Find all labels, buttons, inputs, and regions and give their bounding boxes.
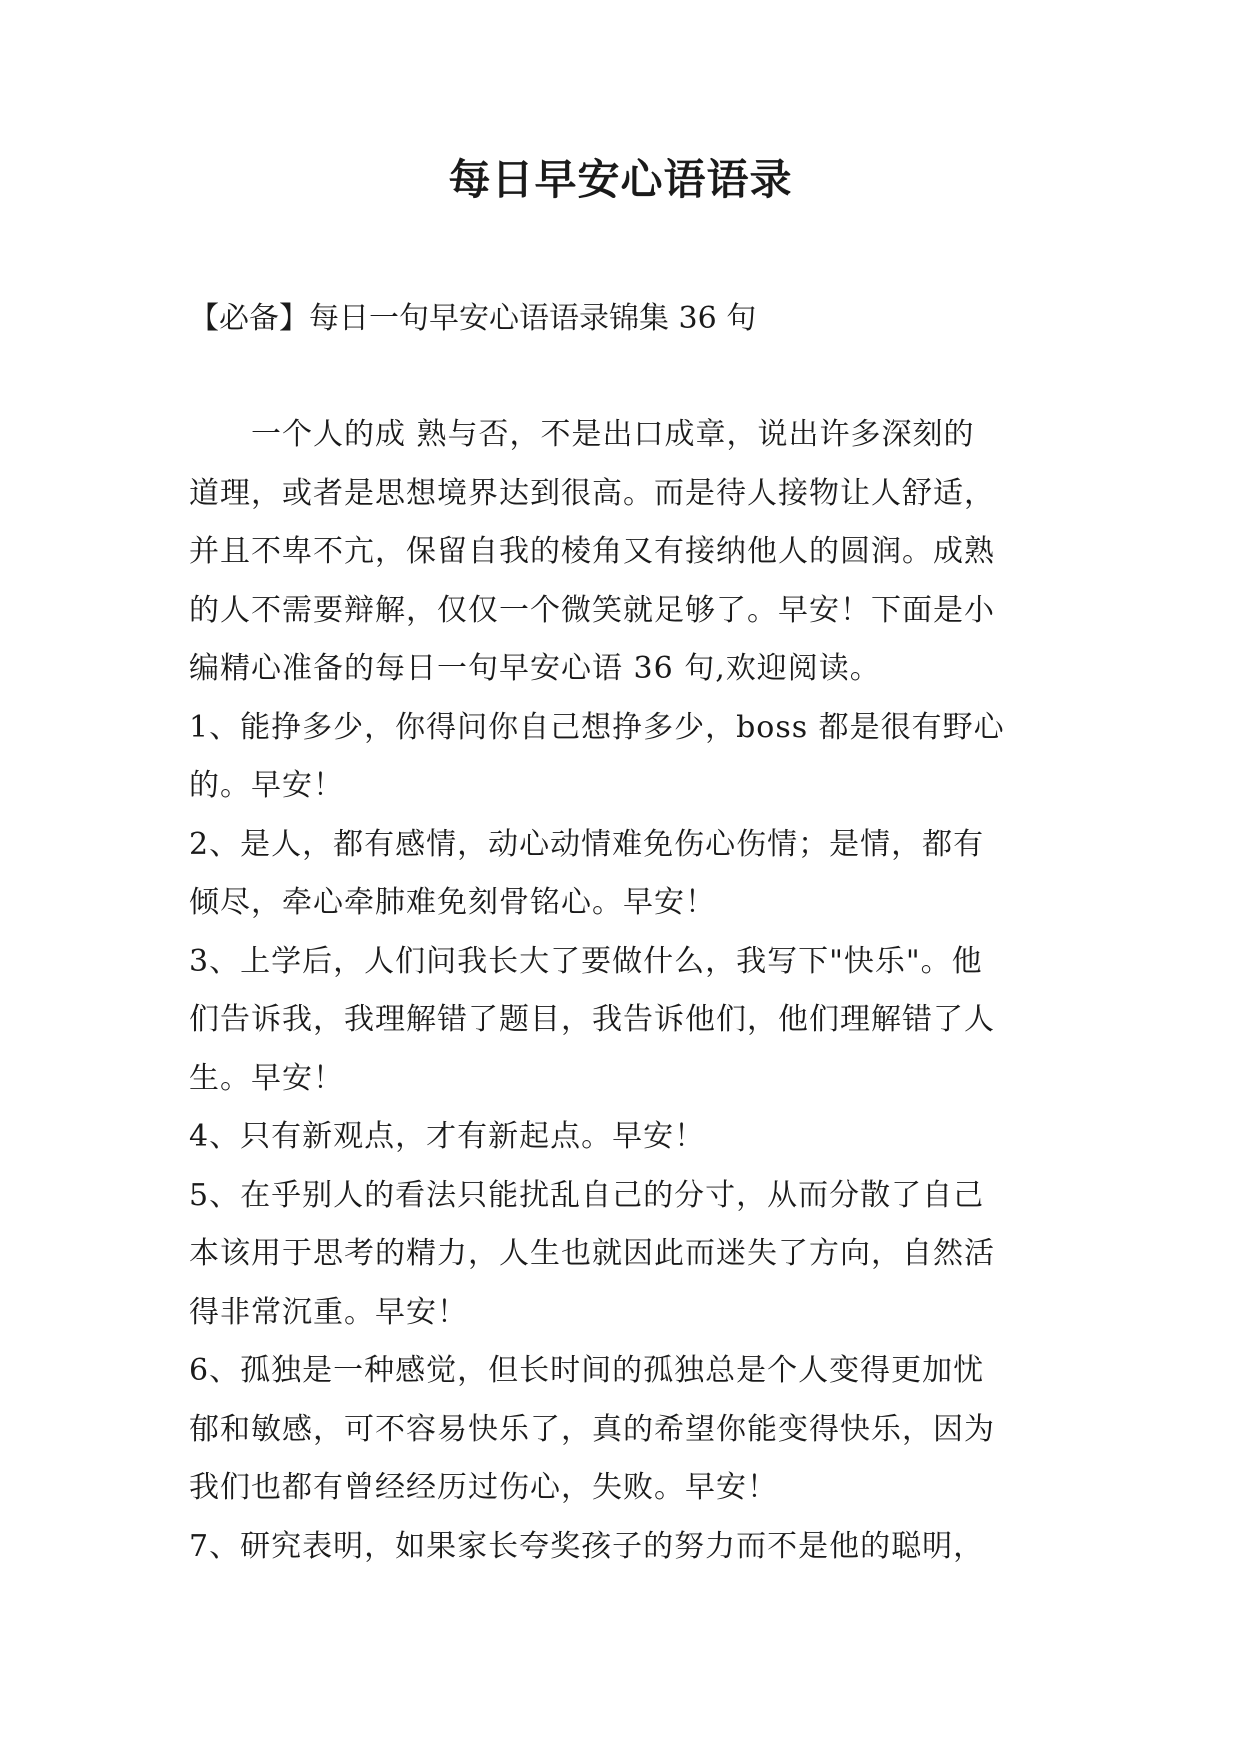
body-line: 一个人的成 熟与否，不是出口成章，说出许多深刻的	[189, 417, 975, 452]
body-line: 1、能挣多少，你得问你自己想挣多少，boss 都是很有野心	[189, 709, 1005, 745]
body-line: 3、上学后，人们问我长大了要做什么，我写下"快乐"。他	[189, 943, 983, 979]
body-line: 生。早安！	[189, 1060, 344, 1096]
body-line: 编精心准备的每日一句早安心语 36 句,欢迎阅读。	[189, 651, 881, 686]
body-line: 我们也都有曾经经历过伤心，失败。早安！	[189, 1470, 778, 1505]
body-line: 的。早安！	[189, 768, 344, 803]
document-title: 每日早安心语语录	[448, 155, 793, 204]
body-line: 2、是人，都有感情，动心动情难免伤心伤情；是情，都有	[189, 826, 985, 862]
body-line: 7、研究表明，如果家长夸奖孩子的努力而不是他的聪明，	[189, 1528, 985, 1564]
body-line: 4、只有新观点，才有新起点。早安！	[189, 1119, 706, 1154]
body-line: 6、孤独是一种感觉，但长时间的孤独总是个人变得更加忧	[189, 1353, 985, 1388]
body-line: 得非常沉重。早安！	[189, 1294, 468, 1330]
body-line: 们告诉我，我理解错了题目，我告诉他们，他们理解错了人	[189, 1002, 995, 1037]
body-line: 道理，或者是思想境界达到很高。而是待人接物让人舒适，	[189, 475, 995, 511]
body-line: 本该用于思考的精力，人生也就因此而迷失了方向，自然活	[189, 1236, 995, 1271]
document-body	[189, 406, 1069, 1576]
body-line: 并且不卑不亢，保留自我的棱角又有接纳他人的圆润。成熟	[189, 534, 995, 569]
body-line: 倾尽，牵心牵肺难免刻骨铭心。早安！	[189, 885, 716, 920]
document-subtitle: 【必备】每日一句早安心语语录锦集 36 句	[189, 301, 757, 336]
body-line: 5、在乎别人的看法只能扰乱自己的分寸，从而分散了自己	[189, 1177, 985, 1213]
body-line: 郁和敏感，可不容易快乐了，真的希望你能变得快乐，因为	[189, 1411, 995, 1447]
body-line: 的人不需要辩解，仅仅一个微笑就足够了。早安！下面是小	[189, 592, 995, 628]
